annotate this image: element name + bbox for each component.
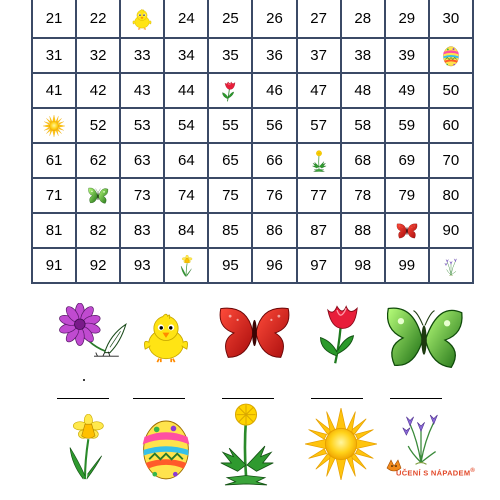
grid-cell: 99 <box>385 248 429 283</box>
dandelion-icon <box>214 402 278 486</box>
grid-cell: 43 <box>120 73 164 108</box>
grid-cell: 97 <box>297 248 341 283</box>
grid-cell: 39 <box>385 38 429 73</box>
green-butterfly-icon <box>87 185 109 207</box>
grid-cell: 46 <box>252 73 296 108</box>
grid-cell: 32 <box>76 38 120 73</box>
grid-cell: 56 <box>252 108 296 143</box>
sun-icon <box>43 115 65 137</box>
grid-cell: 65 <box>208 143 252 178</box>
grid-cell: 71 <box>32 178 76 213</box>
grid-cell: 76 <box>252 178 296 213</box>
grid-cell: 47 <box>297 73 341 108</box>
grid-cell: 91 <box>32 248 76 283</box>
grid-cell: 26 <box>252 0 296 38</box>
grid-cell: 63 <box>120 143 164 178</box>
grid-cell: 44 <box>164 73 208 108</box>
number-grid <box>31 0 474 284</box>
grid-cell <box>297 143 341 178</box>
grid-cell <box>120 0 164 38</box>
grid-cell: 98 <box>341 248 385 283</box>
red-butterfly-icon <box>396 220 418 242</box>
grid-cell: 80 <box>429 178 473 213</box>
grid-cell: 66 <box>252 143 296 178</box>
grid-row <box>32 108 473 143</box>
grid-cell: 28 <box>341 0 385 38</box>
grid-cell: 68 <box>341 143 385 178</box>
grid-cell: 90 <box>429 213 473 248</box>
purple-flower-icon <box>58 303 130 365</box>
grid-cell: 21 <box>32 0 76 38</box>
grid-cell: 35 <box>208 38 252 73</box>
grid-cell <box>429 38 473 73</box>
grid-cell: 36 <box>252 38 296 73</box>
grid-row <box>32 143 473 178</box>
sun-icon <box>305 408 377 480</box>
grid-cell: 85 <box>208 213 252 248</box>
grid-cell: 38 <box>341 38 385 73</box>
grid-cell: 30 <box>429 0 473 38</box>
grid-cell: 61 <box>32 143 76 178</box>
grid-cell: 27 <box>297 0 341 38</box>
grid-row <box>32 213 473 248</box>
grid-cell: 64 <box>164 143 208 178</box>
grid-cell <box>32 108 76 143</box>
grid-cell: 79 <box>385 178 429 213</box>
grid-cell <box>385 213 429 248</box>
answer-blank-3[interactable] <box>222 398 274 399</box>
grid-cell: 33 <box>120 38 164 73</box>
grid-cell: 78 <box>341 178 385 213</box>
grid-cell: 73 <box>120 178 164 213</box>
grid-cell: 77 <box>297 178 341 213</box>
grid-cell: 58 <box>341 108 385 143</box>
answer-blank-5[interactable] <box>390 398 442 399</box>
grid-cell: 74 <box>164 178 208 213</box>
grid-cell: 22 <box>76 0 120 38</box>
logo-text: UČENÍ S NÁPADEM® <box>396 468 476 478</box>
daffodil-icon <box>175 255 197 277</box>
grid-cell: 24 <box>164 0 208 38</box>
grid-cell <box>76 178 120 213</box>
grid-cell: 93 <box>120 248 164 283</box>
grid-cell: 60 <box>429 108 473 143</box>
grid-cell <box>208 73 252 108</box>
grid-cell: 86 <box>252 213 296 248</box>
grid-row <box>32 38 473 73</box>
grid-row <box>32 248 473 283</box>
green-butterfly-icon <box>382 300 466 378</box>
grid-cell: 75 <box>208 178 252 213</box>
grid-cell: 87 <box>297 213 341 248</box>
grid-cell: 70 <box>429 143 473 178</box>
grid-row <box>32 0 473 38</box>
grid-cell: 41 <box>32 73 76 108</box>
grid-cell: 48 <box>341 73 385 108</box>
grid-cell: 54 <box>164 108 208 143</box>
grid-cell: 69 <box>385 143 429 178</box>
easter-egg-icon <box>138 416 194 482</box>
grid-cell: 96 <box>252 248 296 283</box>
grid-cell: 59 <box>385 108 429 143</box>
dot <box>83 379 85 381</box>
grid-cell: 81 <box>32 213 76 248</box>
grid-cell: 31 <box>32 38 76 73</box>
grid-cell: 57 <box>297 108 341 143</box>
chick-icon <box>131 8 153 30</box>
grid-cell: 84 <box>164 213 208 248</box>
grid-row <box>32 178 473 213</box>
answer-blank-4[interactable] <box>311 398 363 399</box>
grid-cell <box>429 248 473 283</box>
tulip-icon <box>315 298 370 368</box>
grid-cell: 52 <box>76 108 120 143</box>
dandelion-icon <box>308 150 330 172</box>
grid-cell: 50 <box>429 73 473 108</box>
grid-cell: 82 <box>76 213 120 248</box>
grid-cell: 29 <box>385 0 429 38</box>
grid-cell: 88 <box>341 213 385 248</box>
grid-cell: 42 <box>76 73 120 108</box>
answer-blank-2[interactable] <box>133 398 185 399</box>
grid-cell: 62 <box>76 143 120 178</box>
registered-mark: ® <box>470 468 476 474</box>
grid-row <box>32 73 473 108</box>
grid-cell: 34 <box>164 38 208 73</box>
wildflower-icon <box>440 255 462 277</box>
daffodil-icon <box>60 410 110 485</box>
red-butterfly-icon <box>217 303 292 363</box>
grid-cell: 92 <box>76 248 120 283</box>
grid-cell: 37 <box>297 38 341 73</box>
tulip-icon <box>219 80 241 102</box>
easter-egg-icon <box>440 45 462 67</box>
grid-cell: 95 <box>208 248 252 283</box>
grid-cell: 49 <box>385 73 429 108</box>
grid-cell: 83 <box>120 213 164 248</box>
chick-icon <box>140 305 192 369</box>
grid-cell <box>164 248 208 283</box>
grid-cell: 25 <box>208 0 252 38</box>
answer-blank-1[interactable] <box>57 398 109 399</box>
grid-cell: 53 <box>120 108 164 143</box>
grid-cell: 55 <box>208 108 252 143</box>
